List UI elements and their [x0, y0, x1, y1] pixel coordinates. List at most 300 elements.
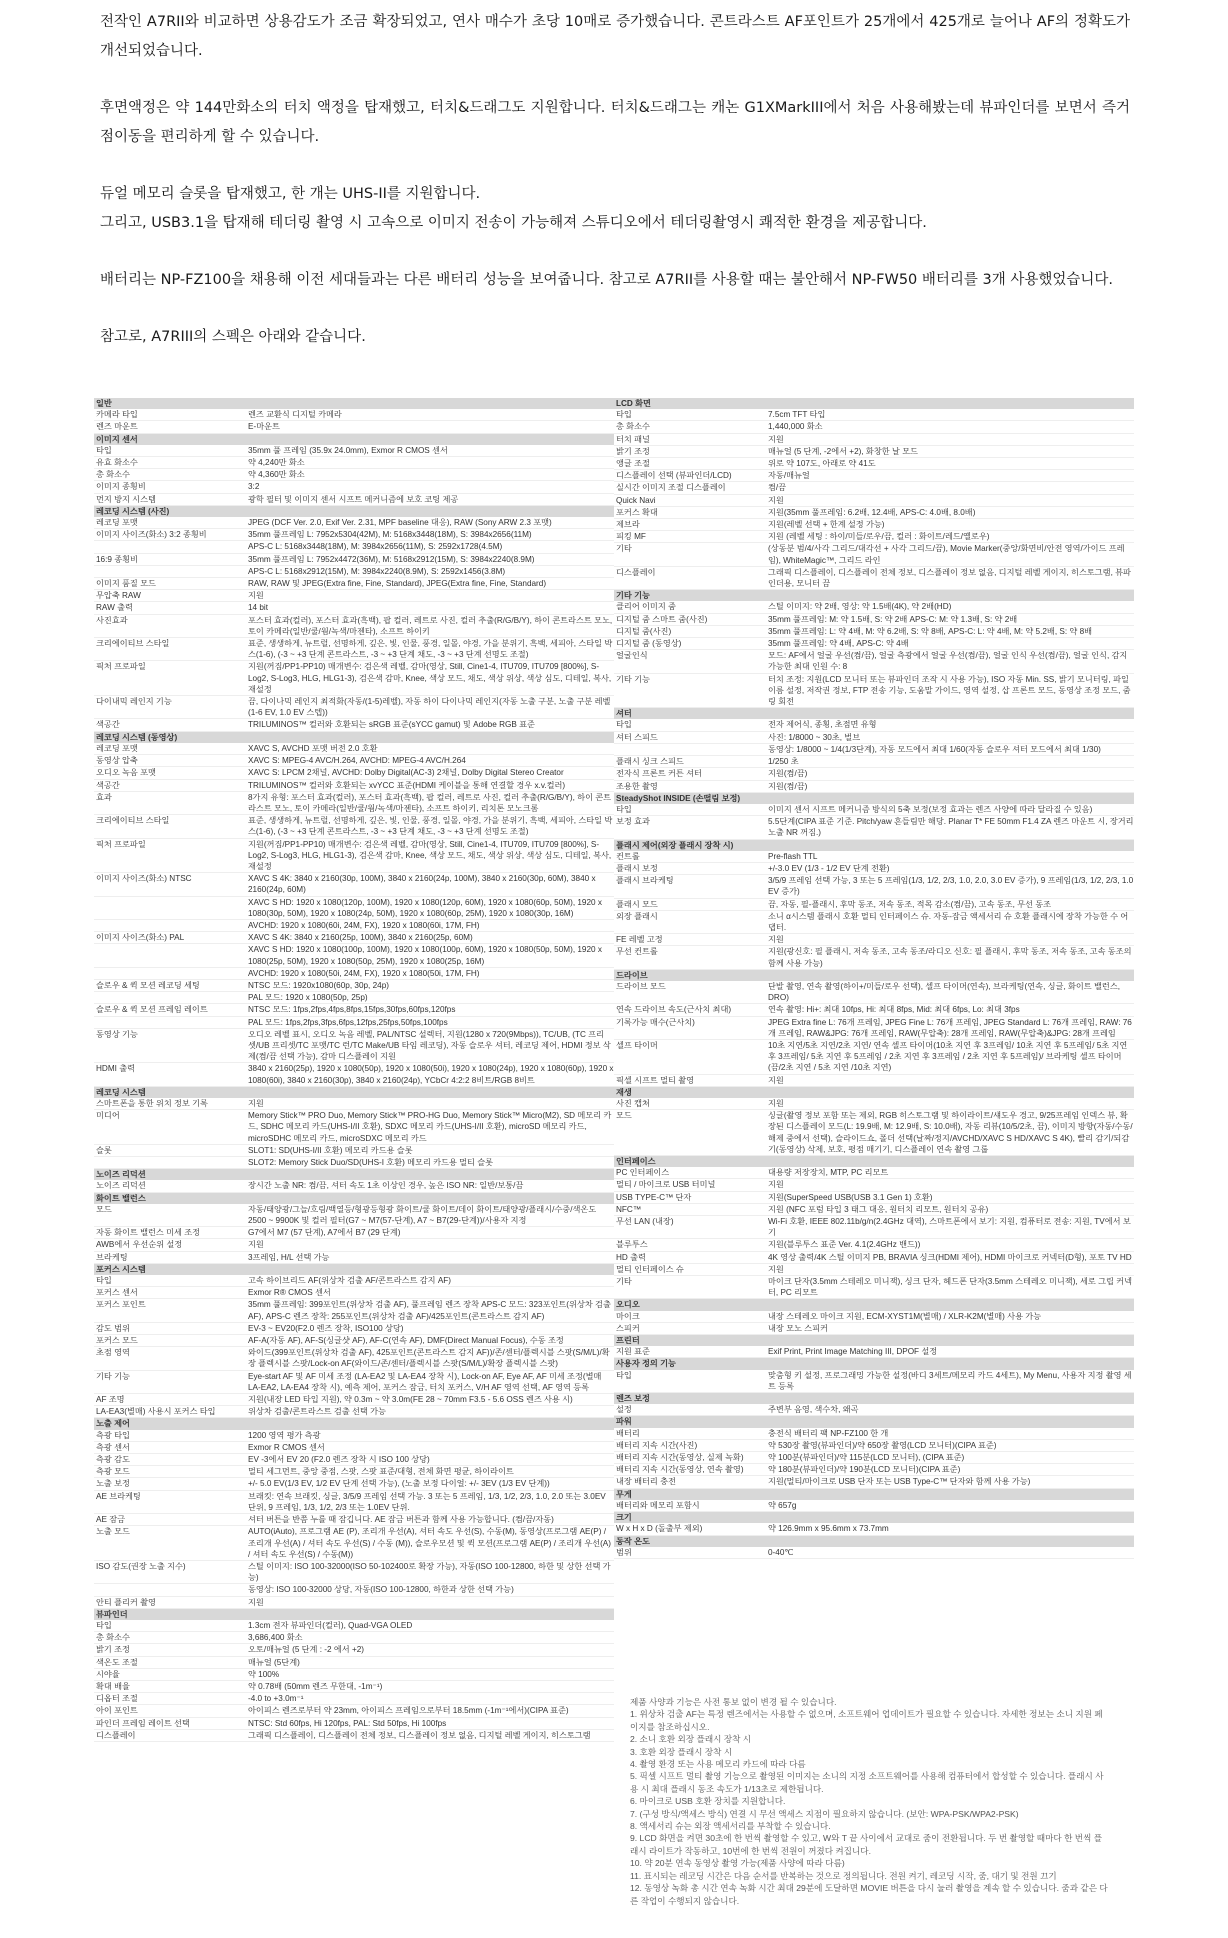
spec-row: [614, 934, 1134, 946]
spec-key: [94, 1017, 244, 1028]
spec-key: 이미지 사이즈(화소) 3:2 종횡비: [96, 530, 207, 540]
spec-key: 타입: [96, 445, 112, 455]
spec-value: 스틸 이미지: ISO 100-32000(ISO 50-102400로 확장 가능), 자동(ISO 100-12800, 하한 및 상한 선택 가능): [248, 1561, 611, 1583]
footnotes: [630, 1696, 1110, 1907]
spec-value: 지원: [248, 591, 264, 601]
spec-key: 렌즈 보정: [616, 1394, 650, 1404]
spec-value: 렌즈 교환식 디지털 카메라: [248, 410, 342, 420]
spec-row: [94, 696, 614, 719]
spec-row: [614, 804, 1134, 816]
spec-value: 35mm 풀프레임 L: 7952x4472(36M), M: 5168x2912(15M), S: 3984x2240(8.9M): [248, 554, 535, 564]
spec-value: XAVC S 4K: 3840 x 2160(30p, 100M), 3840 x 2160(24p, 100M), 3840 x 2160(30p, 60M), 3840 x 2160(24p, 60M): [248, 874, 596, 895]
spec-key: 픽처 프로파일: [96, 662, 146, 672]
spec-row: [614, 434, 1134, 446]
spec-row: [94, 1227, 614, 1239]
spec-row: [614, 531, 1134, 543]
spec-key: 측광 감도: [96, 1455, 130, 1465]
spec-key: 뷰파인더: [96, 1609, 128, 1619]
spec-key: 확대 배율: [96, 1681, 130, 1691]
spec-row: [614, 1476, 1134, 1488]
spec-value: (상동분 범/4/사각 그리드/대각선 + 사각 그리드/끔), Movie Marker(중앙/화면비/안전 영역/가이드 프레임), WhiteMagic™, 그리드 라인: [768, 544, 1125, 565]
spec-row: [94, 1145, 614, 1157]
spec-value: 3:2: [248, 482, 260, 492]
spec-value: 5.5단계(CIPA 표준 기준. Pitch/yaw 흔들림만 해당. Planar T* FE 50mm F1.4 ZA 렌즈 마운트 시, 장거리 노출 NR 꺼짐.): [768, 817, 1134, 838]
spec-row: [614, 626, 1134, 638]
spec-key: 타입: [616, 804, 632, 814]
spec-row: [94, 541, 614, 553]
intro-paragraph-5: 배터리는 NP-FZ100을 채용해 이전 세대들과는 다른 배터리 성능을 보여줍니다. 참고로 A7RII를 사용할 때는 불안해서 NP-FW50 배터리를 3개 사용했었습니다.: [100, 272, 1114, 288]
spec-key: 플래시 보정: [616, 863, 658, 873]
spec-row: [94, 445, 614, 457]
spec-section-header: [94, 1193, 614, 1204]
spec-key: 실시간 이미지 조절 디스플레이: [616, 483, 726, 493]
spec-value: APS-C L: 5168x3448(18M), M: 3984x2656(11M), S: 2592x1728(4.5M): [248, 542, 503, 552]
spec-key: 외장 플래시: [616, 911, 658, 921]
spec-value: 35mm 풀프레임: 399포인트(위상차 검출 AF), 풀프레임 렌즈 장착 APS-C 모드: 323포인트(위상차 검출 AF), APS-C 렌즈 장착: 255포인트(위상차 검출 AF)/425포인트(콘트라스트 감지 AF): [248, 1300, 611, 1321]
spec-key: 드라이브: [616, 970, 648, 980]
spec-key: Quick Navi: [616, 495, 656, 505]
spec-row: [614, 421, 1134, 433]
spec-value: 3프레임, H/L 선택 가능: [248, 1252, 330, 1262]
spec-key: 노출 모드: [96, 1527, 130, 1537]
spec-value: 충전식 배터리 팩 NP-FZ100 한 개: [768, 1428, 889, 1438]
spec-row: [94, 481, 614, 493]
spec-key: 스마트폰을 통한 위치 정보 기록: [96, 1098, 208, 1108]
spec-value: PAL 모드: 1fps,2fps,3fps,6fps,12fps,25fps,50fps,100fps: [248, 1017, 448, 1027]
spec-key: 레코딩 시스템 (동영상): [96, 732, 178, 742]
spec-section-header: [614, 1489, 1134, 1500]
spec-key: 타입: [96, 1276, 112, 1286]
spec-value: 동영상: 1/8000 ~ 1/4(1/3단계), 자동 모드에서 최대 1/60(자동 슬로우 셔터 모드에서 최대 1/30): [768, 744, 1101, 754]
spec-key: 색온도 조절: [96, 1657, 138, 1667]
spec-key: 레코딩 포맷: [96, 518, 138, 528]
spec-section-header: [614, 1536, 1134, 1547]
spec-key: HD 출력: [616, 1252, 646, 1262]
spec-row: [94, 1632, 614, 1644]
footnote: 5. 픽셀 시프트 멀티 촬영 기능으로 촬영된 이미지는 소니의 지정 소프트웨어를 사용해 컴퓨터에서 합성할 수 있습니다. 플래시 사용 시 최대 플래시 동조 속도가 1/13초로 제한됩니다.: [630, 1771, 1104, 1794]
spec-value: TRILUMINOS™ 컬러와 호환되는 xvYCC 표준(HDMI 케이블을 통해 연결할 경우 x.v.컬러): [248, 780, 566, 790]
spec-value: 마이크 단자(3.5mm 스테레오 미니잭), 싱크 단자, 헤드폰 단자(3.5mm 스테레오 미니잭), 세로 그립 커넥터, PC 리모트: [768, 1277, 1132, 1298]
spec-section-header: [614, 1512, 1134, 1523]
spec-row: [614, 781, 1134, 793]
spec-key: 미디어: [96, 1111, 120, 1121]
spec-row: [94, 1693, 614, 1705]
spec-row: [614, 1040, 1134, 1075]
spec-section-header: [614, 590, 1134, 601]
spec-key: 초점 영역: [96, 1348, 130, 1358]
spec-key: 배터리 지속 시간(동영상, 연속 촬영): [616, 1465, 744, 1475]
spec-row: [614, 446, 1134, 458]
spec-row: [94, 578, 614, 590]
spec-value: 터치 조정: 지원(LCD 모니터 또는 뷰파인더 조작 시 사용 가능), ISO 자동 Min. SS, 밝기 모니터링, 파일 이름 설정, 저작권 정보, FTP 전송 기능, 도움말 가이드, 영역 설정, 삽 프론트 모드, 동영상 조정 모드, 줌 링 회전: [768, 674, 1131, 707]
spec-row: [94, 1478, 614, 1490]
spec-row: [94, 517, 614, 529]
spec-value: 0-40℃: [768, 1547, 794, 1557]
spec-value: SLOT2: Memory Stick Duo/SD(UHS-I 호환) 메모리 카드용 멀티 슬롯: [248, 1158, 494, 1167]
spec-row: [94, 1466, 614, 1478]
spec-key: AE 잠금: [96, 1515, 126, 1525]
spec-key: 셔터 스피드: [616, 732, 658, 742]
spec-row: [94, 992, 614, 1004]
spec-key: ISO 감도(권장 노출 지수): [96, 1561, 186, 1571]
spec-value: 켬/끔: [768, 483, 787, 493]
spec-value: 내장 스테레오 마이크 지원, ECM-XYST1M(별매) / XLR-K2M(별매) 사용 가능: [768, 1311, 1042, 1321]
spec-key: 이미지 사이즈(화소) PAL: [96, 933, 185, 943]
spec-row: [614, 768, 1134, 780]
spec-value: 브래킷: 연속 브래킷, 싱글, 3/5/9 프레임 선택 가능. 3 또는 5 프레임, 1/3, 1/2, 2/3, 1.0, 2.0 또는 3.0EV 단위, 9 프레임, 1/3, 1/2, 2/3 또는 1.0EV 단위.: [248, 1491, 606, 1512]
spec-key: 이미지 센서: [96, 434, 138, 444]
spec-row: [94, 661, 614, 696]
spec-key: 동영상 압축: [96, 756, 138, 766]
spec-row: [614, 732, 1134, 744]
spec-key: 무게: [616, 1489, 632, 1499]
spec-key: 슬롯: [96, 1145, 112, 1155]
spec-section-header: [614, 398, 1134, 409]
spec-row: [94, 1157, 614, 1169]
spec-key: 측광 모드: [96, 1467, 130, 1477]
spec-value: 장시간 노출 NR: 켬/끔, 셔터 속도 1초 이상인 경우, 높은 ISO NR: 일반/보통/끔: [248, 1181, 524, 1191]
spec-key: [94, 920, 244, 931]
spec-key: 포커스 포인트: [96, 1300, 146, 1310]
spec-key: AE 브라케팅: [96, 1491, 141, 1501]
footnote: 8. 액세서리 슈는 외장 액세서리를 부착할 수 있습니다.: [630, 1821, 831, 1832]
spec-row: [94, 897, 614, 920]
spec-value: Memory Stick™ PRO Duo, Memory Stick™ PRO-HG Duo, Memory Stick™ Micro(M2), SD 메모리 카드, SDHC 메모리 카드(UHS-I/II 호환), SDXC 메모리 카드(UHS-I/II 호환), microSD 메모리 카드, microSDHC 메모리 카드, microSDXC 메모리 카드: [248, 1111, 612, 1143]
spec-key: 무선 LAN (내장): [616, 1217, 674, 1227]
spec-value: 지원(레벨 선택 + 한계 설정 가능): [768, 520, 885, 530]
spec-value: Exif Print, Print Image Matching III, DPOF 설정: [768, 1347, 938, 1357]
spec-key: 디스플레이 선택 (뷰파인더/LCD): [616, 471, 732, 481]
spec-value: 위로 약 107도, 아래로 약 41도: [768, 459, 876, 469]
spec-value: 끔, 다이나믹 레인지 최적화(자동/(1-5)레벨), 자동 하이 다이나믹 레인지(자동 노출 구분, 노출 구분 레벨(1-6 EV, 1.0 EV 스텝)): [248, 697, 611, 718]
spec-row: [94, 638, 614, 661]
spec-key: 유효 화소수: [96, 458, 138, 468]
footnote: 9. LCD 화면을 켜면 30초에 한 번씩 촬영할 수 있고, W와 T 끝 사이에서 교대로 줌이 전환됩니다. 두 번 촬영할 때마다 한 번씩 플래시 라이트가 작동하고, 10번에 한 번씩 전원이 꺼졌다 켜집니다.: [630, 1833, 1103, 1856]
spec-section-header: [614, 970, 1134, 981]
spec-key: 다이내믹 레인지 기능: [96, 697, 172, 707]
spec-row: [614, 650, 1134, 673]
spec-key: 기타: [616, 544, 632, 554]
spec-value: AUTO(iAuto), 프로그램 AE (P), 조리개 우선(A), 셔터 속도 우선(S), 수동(M), 동영상(프로그램 AE(P) / 조리개 우선(A) / 셔터 속도 우선(S) / 수동 (M)), 슬로우모션 및 퀵 모션(프로그램 AE(P) / 조리개 우선(A) / 셔터 속도 우선(S) / 수동(M)): [248, 1527, 611, 1559]
spec-value: 지원: [768, 1075, 784, 1085]
spec-key: 플래시 제어(외장 플래시 장착 시): [616, 840, 734, 850]
spec-key: 디지털 줌 스마트 줌(사진): [616, 614, 708, 624]
spec-value: XAVC S 4K: 3840 x 2160(25p, 100M), 3840 x 2160(25p, 60M): [248, 933, 473, 943]
spec-row: [614, 756, 1134, 768]
spec-value: 약 100분(뷰파인더)/약 115분(LCD 모니터), (CIPA 표준): [768, 1453, 965, 1463]
spec-value: 싱글(촬영 정보 포함 또는 제외, RGB 히스토그램 및 하이라이트/섀도우 경고, 9/25프레임 인덱스 뷰, 확장된 디스플레이 모드(L: 19.9배, M: 12.9배, S: 10.0배), 자동 리뷰(10/5/2초, 끔), 이미지 방향(자동/수동/해제 중에서 선택), 슬라이드쇼, 폴더 선택(날짜/정지/AVCHD/XAVC S HD/XAVC S 4K), 빨리 감기/되감기(동영상) 삭제, 보호, 평점 매기기, 디스플레이 연속 촬영 그룹: [768, 1111, 1133, 1154]
spec-value: 지원: [248, 1098, 264, 1108]
spec-row: [94, 1063, 614, 1086]
spec-key: [94, 992, 244, 1003]
spec-row: [94, 1526, 614, 1561]
spec-row: [614, 1276, 1134, 1299]
spec-key: 제브라: [616, 520, 640, 530]
spec-row: [94, 932, 614, 944]
spec-section-header: [94, 398, 614, 409]
spec-value: 지원(꺼짐/PP1-PP10) 매개변수: 검은색 레벨, 감마(영상, Still, Cine1-4, ITU709, ITU709 [800%], S-Log2, S-Log3, HLG, HLG1-3), 검은색 감마, Knee, 색상 모드, 채도, 색상 위상, 색상 심도, 디테일, 복사, 재설정: [248, 839, 612, 871]
spec-value: APS-C L: 5168x2912(15M), M: 3984x2240(8.9M), S: 2592x1456(3.8M): [248, 566, 506, 576]
spec-row: [94, 1454, 614, 1466]
spec-section-header: [614, 1416, 1134, 1427]
spec-key: 셔터: [616, 709, 632, 719]
spec-key: 파인더 프레임 레이트 선택: [96, 1718, 190, 1728]
spec-value: 35mm 풀프레임 L: 7952x5304(42M), M: 5168x3448(18M), S: 3984x2656(11M): [248, 530, 532, 540]
spec-row: [94, 469, 614, 481]
spec-value: XAVC S: MPEG-4 AVC/H.264, AVCHD: MPEG-4 AVC/H.264: [248, 756, 466, 766]
spec-value: JPEG (DCF Ver. 2.0, Exif Ver. 2.31, MPF baseline 대응), RAW (Sony ARW 2.3 포맷): [248, 518, 552, 528]
spec-value: 이미지 센서 시프트 메커니즘 방식의 5축 보정(보정 효과는 렌즈 사양에 따라 달라질 수 있음): [768, 804, 1093, 814]
spec-value: 그래픽 디스플레이, 디스플레이 전체 정보, 디스플레이 정보 없음, 디지털 레벨 게이지, 히스토그램, 뷰파인더용, 모니터 끔: [768, 567, 1131, 589]
spec-key: NFC™: [616, 1204, 642, 1214]
spec-key: 감도 범위: [96, 1323, 130, 1333]
spec-row: [94, 1394, 614, 1406]
spec-key: 시야율: [96, 1669, 120, 1679]
spec-value: 1,440,000 화소: [768, 422, 823, 432]
spec-key: 셀프 타이머: [616, 1040, 658, 1050]
spec-section-header: [94, 434, 614, 445]
spec-row: [94, 743, 614, 755]
spec-row: [94, 554, 614, 566]
spec-value: Exmor R® CMOS 센서: [248, 1288, 331, 1298]
spec-value: Pre-flash TTL: [768, 851, 818, 861]
spec-key: 픽셀 시프트 멀티 촬영: [616, 1075, 695, 1085]
spec-row: [614, 899, 1134, 911]
intro-text: [100, 8, 1130, 380]
spec-value: XAVC S HD: 1920 x 1080(100p, 100M), 1920 x 1080(100p, 60M), 1920 x 1080(50p, 50M), 1920 x 1080(25p, 50M), 1920 x 1080(50p, 25M), 1920 x 1080(25p, 16M): [248, 945, 602, 966]
spec-key: 총 화소수: [616, 422, 650, 432]
spec-key: 무압축 RAW: [96, 591, 141, 601]
spec-value: +/- 5.0 EV(1/3 EV, 1/2 EV 단계 선택 가능), (노출 보정 다이얼: +/- 3EV (1/3 EV 단계)): [248, 1479, 550, 1489]
spec-key: 오디오 녹음 포맷: [96, 768, 156, 778]
spec-value: 표준, 생생하게, 뉴트럴, 선명하게, 깊은, 빛, 인물, 풍경, 일몰, 야경, 가을 분위기, 흑백, 세피아, 스타일 박스(1-6), (-3 ~ +3 단계 콘트라스트, -3 ~ +3 단계 채도, -3 ~ +3 단계 선명도 조절): [248, 816, 613, 837]
spec-section-header: [614, 1087, 1134, 1098]
spec-row: [614, 1547, 1134, 1559]
spec-row: [94, 1681, 614, 1693]
spec-key: 슬로우 & 퀵 모션 프레임 레이트: [96, 1005, 208, 1015]
spec-key: 노이즈 리덕션: [96, 1181, 146, 1191]
spec-row: [614, 1179, 1134, 1191]
spec-row: [614, 1500, 1134, 1512]
spec-value: 1/250 초: [768, 757, 799, 767]
spec-key: PC 인터페이스: [616, 1168, 670, 1178]
spec-value: 주변부 음영, 색수차, 왜곡: [768, 1405, 859, 1415]
spec-value: 지원(멀티/마이크로 USB 단자 또는 USB Type-C™ 단자와 함께 사용 가능): [768, 1477, 1031, 1487]
spec-key: 기타: [616, 1277, 632, 1287]
spec-value: Wi-Fi 호환, IEEE 802.11b/g/n(2.4GHz 대역), 스마트폰에서 보기: 지원, 컴퓨터로 전송: 지원, TV에서 보기: [768, 1217, 1131, 1238]
spec-row: [614, 719, 1134, 731]
spec-section-header: [614, 708, 1134, 719]
spec-value: 약 180분(뷰파인더)/약 190분(LCD 모니터)(CIPA 표준): [768, 1465, 961, 1475]
spec-key: 포커스 확대: [616, 507, 658, 517]
spec-row: [614, 1440, 1134, 1452]
spec-key: 디지털 줌 (동영상): [616, 639, 682, 649]
spec-value: -4.0 to +3.0m⁻¹: [248, 1694, 304, 1704]
spec-row: [94, 1287, 614, 1299]
spec-value: 모드: AF에서 얼굴 우선(켬/끔), 얼굴 측광에서 얼굴 우선(켬/끔), 얼굴 인식 우선(켬/끔), 얼굴 인식, 감지 가능한 최대 인원 수: 8: [768, 651, 1128, 672]
spec-row: [614, 1252, 1134, 1264]
spec-value: RAW, RAW 및 JPEG(Extra fine, Fine, Standard), JPEG(Extra fine, Fine, Standard): [248, 579, 547, 589]
spec-value: 약 100%: [248, 1669, 280, 1679]
spec-row: [94, 1299, 614, 1322]
spec-row: [94, 1669, 614, 1681]
spec-value: 35mm 풀프레임: L: 약 4배, M: 약 6.2배, S: 약 8배, APS-C: L: 약 4배, M: 약 5.2배, S: 약 8배: [768, 626, 1093, 636]
spec-value: 지원(광신호: 필 플래시, 저속 동조, 고속 동조/라디오 신호: 필 플래시, 후막 동조, 저속 동조, 고속 동조의 함께 사용 가능): [768, 947, 1132, 968]
spec-value: 약 530장 촬영(뷰파인더)/약 650장 촬영(LCD 모니터)(CIPA 표준): [768, 1440, 997, 1450]
spec-value: 지원: [768, 434, 784, 444]
spec-key: 동작 온도: [616, 1536, 650, 1546]
spec-value: 단발 촬영, 연속 촬영(하이+/미들/로우 선택), 셀프 타이머(연속), 브라케팅(연속, 싱글, 화이트 밸런스, DRO): [768, 981, 1120, 1003]
spec-key: 밝기 조정: [616, 446, 650, 456]
spec-row: [614, 1323, 1134, 1335]
spec-key: 먼지 방지 시스템: [96, 494, 156, 504]
spec-row: [94, 1705, 614, 1717]
spec-key: 브라케팅: [96, 1252, 128, 1262]
spec-key: 노이즈 리덕션: [96, 1170, 146, 1180]
spec-row: [94, 1442, 614, 1454]
spec-row: [614, 1098, 1134, 1110]
spec-value: 포스터 효과(컬러), 포스터 효과(흑백), 팝 컬러, 레트로 사진, 컬러 추출(R/G/B/Y), 하이 콘트라스트 모노, 토이 카메라(일반/쿨/웜/녹색/마젠타), 소프트 하이키: [248, 615, 613, 636]
spec-key: 카메라 타입: [96, 410, 138, 420]
spec-value: 매뉴얼 (5 단계, -2에서 +2), 화창한 날 모드: [768, 446, 918, 456]
spec-row: [94, 1098, 614, 1110]
spec-row: [614, 1017, 1134, 1040]
spec-row: [614, 1346, 1134, 1358]
spec-row: [94, 1323, 614, 1335]
spec-key: 타입: [616, 720, 632, 730]
spec-key: 배터리: [616, 1428, 640, 1438]
intro-paragraph-2: 후면액정은 약 144만화소의 터치 액정을 탑재했고, 터치&드래그도 지원합니다. 터치&드래그는 캐논 G1XMarkIII에서 처음 사용해봤는데 뷰파인더를 보면서 즉거점이동을 편리하게 할 수 있습니다.: [100, 100, 1130, 145]
spec-key: 크리에이티브 스타일: [96, 639, 170, 649]
spec-value: Exmor R CMOS 센서: [248, 1442, 325, 1452]
spec-value: EV -3에서 EV 20 (F2.0 렌즈 장착 시 ISO 100 상당): [248, 1455, 430, 1465]
spec-key: AF 조명: [96, 1395, 125, 1405]
spec-section-header: [614, 1156, 1134, 1167]
spec-section-header: [94, 1418, 614, 1429]
spec-section-header: [614, 1393, 1134, 1404]
spec-row: [94, 1730, 614, 1742]
spec-value: 지원: [768, 1180, 784, 1190]
spec-row: [614, 875, 1134, 898]
spec-section-header: [94, 1169, 614, 1180]
spec-key: RAW 출력: [96, 603, 133, 613]
spec-key: 안티 플리커 촬영: [96, 1597, 156, 1607]
spec-row: [94, 1204, 614, 1227]
spec-row: [94, 1239, 614, 1251]
spec-row: [94, 1004, 614, 1016]
spec-key: 모드: [616, 1111, 632, 1121]
spec-value: 사진: 1/8000 ~ 30초, 벌브: [768, 732, 861, 742]
spec-key: 렌즈 마운트: [96, 422, 138, 432]
spec-value: 전자 제어식, 종횡, 초점면 유형: [768, 720, 877, 730]
spec-value: 아이피스 렌즈로부터 약 23mm, 아이피스 프레임으로부터 18.5mm (-1m⁻¹에서)(CIPA 표준): [248, 1706, 569, 1716]
spec-key: 타입: [96, 1620, 112, 1630]
spec-row: [94, 529, 614, 541]
spec-row: [614, 674, 1134, 709]
spec-value: NTSC 모드: 1fps,2fps,4fps,8fps,15fps,30fps,60fps,120fps: [248, 1005, 456, 1015]
spec-key: 사진효과: [96, 615, 128, 625]
spec-row: [614, 1216, 1134, 1239]
spec-key: 마이크: [616, 1311, 640, 1321]
spec-value: 자동/태양광/그늘/흐림/백열등/형광등형광 화이트/쿨 화이트/데이 화이트/태양광/플래시/수중/색온도2500 ~ 9900K 및 컬러 필터(G7 ~ M7(57-단계), A7 ~ B7(29-단계))/사용자 지정: [248, 1204, 597, 1226]
spec-key: 디스플레이: [96, 1730, 136, 1740]
spec-row: [94, 1597, 614, 1609]
spec-key: [94, 968, 244, 979]
spec-key: 사용자 정의 기능: [616, 1359, 676, 1369]
spec-table-right: [614, 398, 1134, 1559]
spec-value: 대용량 저장장치, MTP, PC 리모트: [768, 1168, 889, 1178]
spec-row: [94, 457, 614, 469]
spec-key: W x H x D (돌출부 제외): [616, 1524, 703, 1534]
spec-value: 4K 영상 출력/4K 스틸 이미지 PB, BRAVIA 싱크(HDMI 제어), HDMI 마이크로 커넥터(D형), 포토 TV HD: [768, 1252, 1132, 1262]
spec-key: 밝기 조정: [96, 1645, 130, 1655]
spec-row: [94, 615, 614, 638]
spec-row: [614, 863, 1134, 875]
spec-row: [614, 851, 1134, 863]
spec-key: 드라이브 모드: [616, 981, 666, 991]
spec-value: NTSC 모드: 1920x1080(60p, 30p, 24p): [248, 980, 389, 990]
spec-row: [614, 409, 1134, 421]
spec-key: 총 화소수: [96, 470, 130, 480]
spec-value: 지원(켬/끔): [768, 781, 808, 791]
spec-row: [94, 1644, 614, 1656]
spec-key: 디스플레이: [616, 567, 656, 577]
spec-key: 재생: [616, 1087, 632, 1097]
spec-row: [614, 1404, 1134, 1416]
spec-key: 타입: [616, 1370, 632, 1380]
spec-row: [614, 601, 1134, 613]
spec-value: 약 4,240만 화소: [248, 458, 305, 468]
spec-row: [94, 968, 614, 980]
spec-key: 포커스 센서: [96, 1288, 138, 1298]
spec-key: SteadyShot INSIDE (손떨림 보정): [616, 793, 741, 803]
spec-section-header: [614, 1335, 1134, 1346]
spec-key: 레코딩 포맷: [96, 743, 138, 753]
spec-key: AWB에서 우선순위 설정: [96, 1240, 183, 1250]
spec-row: [614, 1239, 1134, 1251]
footnote: 10. 약 20분 연속 동영상 촬영 가능(제품 사양에 따라 다름): [630, 1858, 845, 1869]
spec-row: [94, 421, 614, 433]
spec-value: 8가지 유형: 포스터 효과(컬러), 포스터 효과(흑백), 팝 컬러, 레트로 사진, 컬러 추출(R/G/B/Y), 하이 콘트라스트 모노, 토이 카메라(일반/쿨/웜/녹색/마젠타), 소프트 하이키, 리치톤 모노크롬: [248, 792, 612, 813]
spec-key: 노출 제어: [96, 1419, 130, 1429]
spec-value: 표준, 생생하게, 뉴트럴, 선명하게, 깊은, 빛, 인물, 풍경, 일몰, 야경, 가을 분위기, 흑백, 세피아, 스타일 박스(1-6), (-3 ~ +3 단계 콘트라스트, -3 ~ +3 단계 채도, -3 ~ +3 단계 선명도 조절): [248, 639, 613, 660]
spec-value: 약 4,360만 화소: [248, 470, 305, 480]
spec-value: 지원(35mm 풀프레임: 6.2배, 12.4배, APS-C: 4.0배, 8.0배): [768, 507, 976, 517]
spec-row: [94, 1620, 614, 1632]
spec-row: [614, 1075, 1134, 1087]
spec-value: 지원: [768, 1264, 784, 1274]
spec-key: 전자식 프론트 커튼 셔터: [616, 769, 702, 779]
spec-section-header: [94, 506, 614, 517]
spec-key: 이미지 품질 모드: [96, 579, 156, 589]
spec-row: [94, 1180, 614, 1192]
spec-key: 내장 배터리 충전: [616, 1477, 676, 1487]
spec-row: [94, 1275, 614, 1287]
spec-row: [614, 1192, 1134, 1204]
spec-key: 기록가능 매수(근사치): [616, 1017, 695, 1027]
spec-value: 지원: [768, 495, 784, 505]
spec-key: 멀티 인터페이스 슈: [616, 1264, 684, 1274]
spec-key: LA-EA3(별매) 사용시 포커스 타입: [96, 1407, 216, 1417]
intro-paragraph-1: 전작인 A7RII와 비교하면 상용감도가 조금 확장되었고, 연사 매수가 초당 10매로 증가했습니다. 콘트라스트 AF포인트가 25개에서 425개로 늘어나 AF의 정확도가 개선되었습니다.: [100, 14, 1130, 59]
spec-row: [94, 409, 614, 421]
spec-value: AVCHD: 1920 x 1080(60i, 24M, FX), 1920 x 1080(60i, 17M, FH): [248, 920, 480, 930]
spec-value: SLOT1: SD(UHS-I/II 호환) 메모리 카드용 슬롯: [248, 1145, 413, 1155]
spec-row: [614, 1004, 1134, 1016]
spec-row: [614, 519, 1134, 531]
spec-value: NTSC: Std 60fps, Hi 120fps, PAL: Std 50fps, Hi 100fps: [248, 1718, 447, 1728]
spec-row: [94, 780, 614, 792]
